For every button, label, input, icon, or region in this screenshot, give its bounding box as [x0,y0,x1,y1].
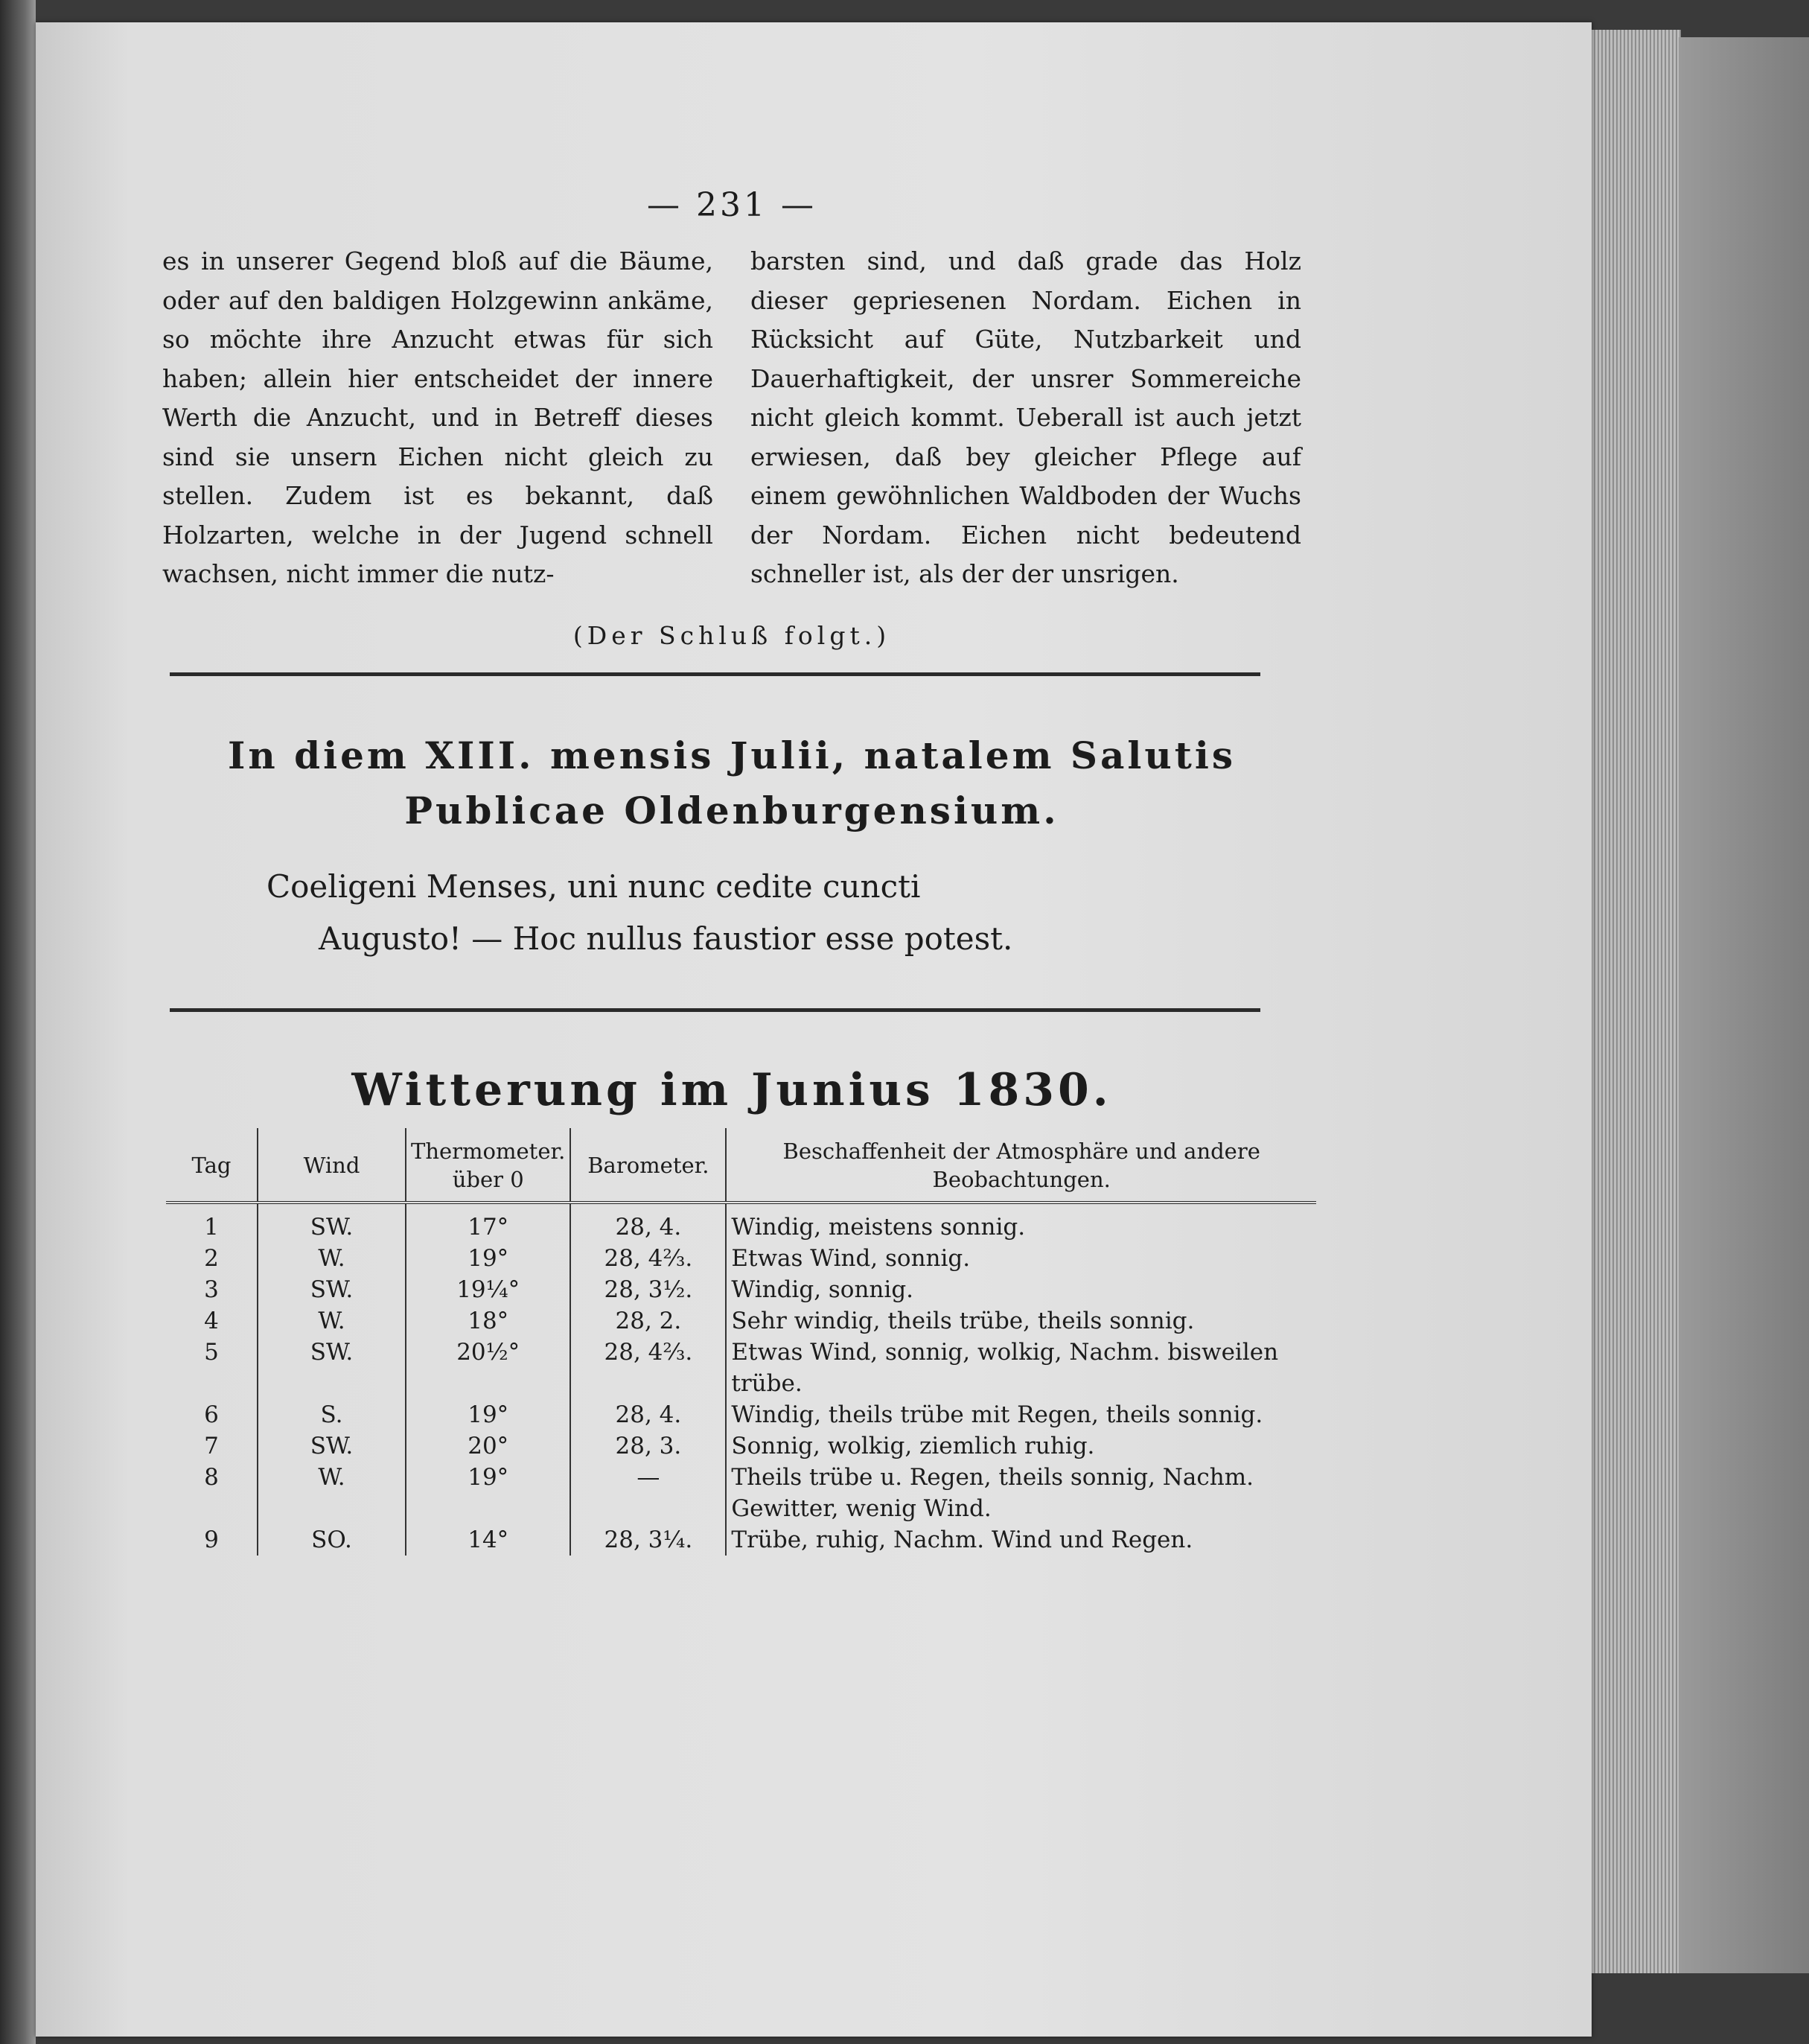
page-content [162,186,1301,1556]
table-row [166,1462,1316,1524]
cell-tag: 8 [204,1463,219,1491]
cell-barometer: 28, 4⅔. [570,1243,726,1274]
cell-observations: Windig, meistens sonnig. [726,1203,1316,1243]
cell-barometer: 28, 3¼. [570,1524,726,1556]
cell-observations: Trübe, ruhig, Nachm. Wind und Regen. [726,1524,1316,1556]
cell-tag: 7 [204,1432,219,1459]
header-barometer: Barometer. [570,1128,726,1203]
cell-barometer: 28, 4⅔. [570,1337,726,1399]
weather-table-header [166,1128,1316,1203]
page-edges [1592,30,1681,1973]
cell-observations: Etwas Wind, sonnig. [726,1243,1316,1274]
cell-wind: S. [258,1399,406,1430]
header-thermometer: Thermometer. über 0 [406,1128,570,1203]
cell-thermometer: 19° [406,1399,570,1430]
left-column [162,242,713,594]
cell-wind: SW. [258,1337,406,1399]
cell-thermometer: 20½° [406,1337,570,1399]
book-spine [0,0,36,2044]
cell-wind: SO. [258,1524,406,1556]
cell-observations: Theils trübe u. Regen, theils sonnig, Nachm. Gewitter, wenig Wind. [726,1462,1316,1524]
cell-wind: W. [258,1305,406,1337]
cell-observations: Etwas Wind, sonnig, wolkig, Nachm. bisweilen trübe. [726,1337,1316,1399]
page-number: — 231 — [647,186,817,224]
table-row [166,1305,1316,1337]
cell-wind: W. [258,1243,406,1274]
cell-tag: 9 [204,1526,219,1553]
header-observations: Beschaffenheit der Atmosphäre und andere Beobachtungen. [726,1128,1316,1203]
cell-observations: Sonnig, wolkig, ziemlich ruhig. [726,1430,1316,1462]
cell-thermometer: 19¼° [406,1274,570,1305]
cell-thermometer: 17° [406,1203,570,1243]
weather-title: Witterung im Junius 1830. [351,1063,1112,1116]
cell-tag: 1 [204,1213,219,1241]
cell-observations: Windig, theils trübe mit Regen, theils sonnig. [726,1399,1316,1430]
header-tag: Tag [166,1128,258,1203]
section-divider [170,1008,1260,1012]
cell-wind: SW. [258,1203,406,1243]
table-row [166,1524,1316,1556]
section-divider [170,672,1260,676]
cell-tag: 2 [204,1244,219,1272]
cell-thermometer: 19° [406,1243,570,1274]
cell-wind: SW. [258,1274,406,1305]
continued-note: (Der Schluß folgt.) [572,620,891,650]
cell-wind: SW. [258,1430,406,1462]
book-page [36,22,1592,2037]
cell-barometer: 28, 4. [570,1203,726,1243]
cell-tag: 5 [204,1338,219,1366]
table-row [166,1274,1316,1305]
table-row [166,1430,1316,1462]
right-column-text: barsten sind, und daß grade das Holz dieser gepriesenen Nordam. Eichen in Rücksicht auf Güte, Nutzbarkeit und Dauerhaftigkeit, der unsrer Sommereiche nicht gleich kommt. Ueberall ist auch jetzt erwiesen, daß bey gleicher Pflege auf einem gewöhnlichen Waldboden der Wuchs der Nordam. Eichen nicht bedeutend schneller ist, als der der unsrigen. [750,246,1301,588]
cell-thermometer: 18° [406,1305,570,1337]
cell-barometer: — [570,1462,726,1524]
cell-barometer: 28, 2. [570,1305,726,1337]
text-columns [162,242,1301,594]
table-row [166,1243,1316,1274]
cell-tag: 4 [204,1307,219,1334]
table-row [166,1203,1316,1243]
poem-line-2: Augusto! — Hoc nullus faustior esse potest. [319,920,1013,957]
cell-tag: 6 [204,1401,219,1428]
header-wind: Wind [258,1128,406,1203]
cell-observations: Sehr windig, theils trübe, theils sonnig. [726,1305,1316,1337]
book-cover-edge [1679,37,1809,1973]
left-column-text: es in unserer Gegend bloß auf die Bäume, oder auf den baldigen Holzgewinn ankäme, so möchte ihre Anzucht etwas für sich haben; allein hier entscheidet der innere Werth die Anzucht, und in Betreff dieses sind sie unsern Eichen nicht gleich zu stellen. Zudem ist es bekannt, daß Holzarten, welche in der Jugend schnell wachsen, nicht immer die nutz- [162,246,713,588]
weather-table [166,1128,1316,1556]
cell-tag: 3 [204,1276,219,1303]
poem-heading: In diem XIII. mensis Julii, natalem Salutis Publicae Oldenburgensium. [227,733,1237,832]
cell-barometer: 28, 4. [570,1399,726,1430]
cell-barometer: 28, 3. [570,1430,726,1462]
cell-wind: W. [258,1462,406,1524]
cell-thermometer: 20° [406,1430,570,1462]
cell-observations: Windig, sonnig. [726,1274,1316,1305]
cell-barometer: 28, 3½. [570,1274,726,1305]
poem-line-1: Coeligeni Menses, uni nunc cedite cuncti [267,867,921,905]
table-row [166,1337,1316,1399]
cell-thermometer: 19° [406,1462,570,1524]
cell-thermometer: 14° [406,1524,570,1556]
table-row [166,1399,1316,1430]
poem-verse [162,861,1301,965]
right-column [750,242,1301,594]
